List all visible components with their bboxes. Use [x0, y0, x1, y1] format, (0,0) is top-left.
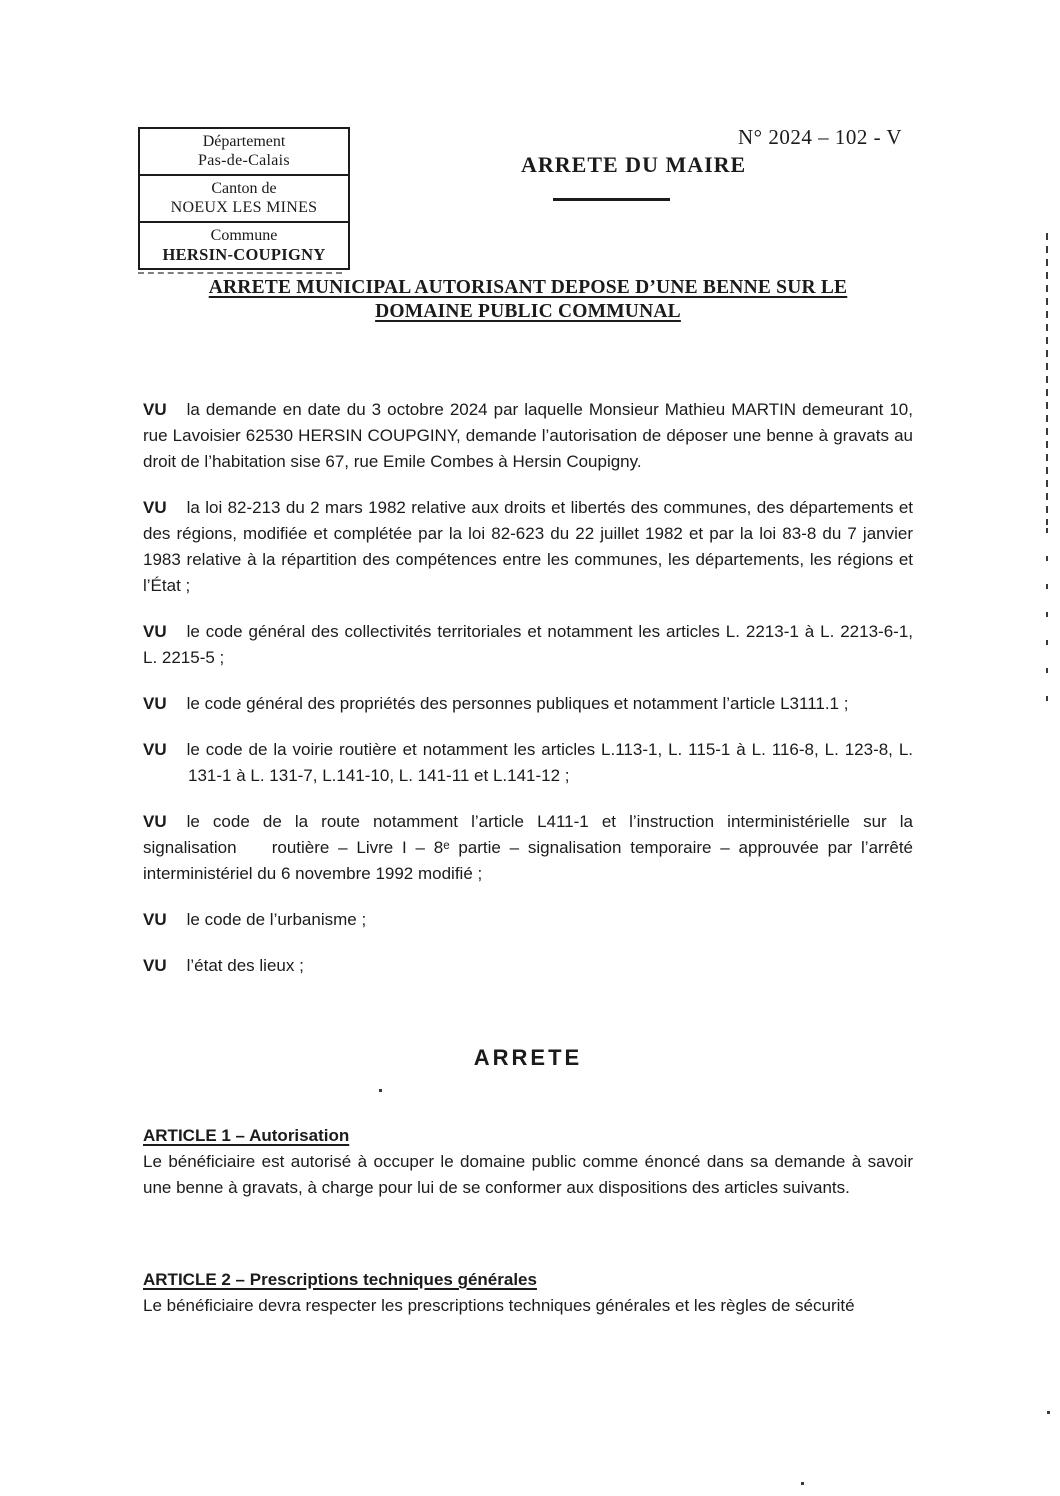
document-title-line-1: ARRETE MUNICIPAL AUTORISANT DEPOSE D’UNE BENNE SUR LE [208, 277, 848, 298]
recitals-block [143, 397, 913, 999]
vu-label: VU [143, 400, 167, 419]
vu-paragraph-voirie-routiere [143, 737, 913, 789]
vu-label: VU [143, 812, 167, 831]
arrete-heading: ARRETE [473, 1045, 583, 1070]
vu-text: la loi 82-213 du 2 mars 1982 relative aux droits et libertés des communes, des départements et des régions, modifiée et complétée par la loi 82-623 du 22 juillet 1982 et par la loi 83-8 du 7 janvier 1983 relative à la répartition des compétences entre les communes, les départements, les régions et l’État ; [143, 498, 913, 595]
canton-label: Canton de [211, 180, 277, 197]
scan-artifact-line [1046, 528, 1048, 713]
document-title [143, 276, 913, 324]
vu-paragraph-urbanisme [143, 907, 913, 933]
vu-text: le code de la route notamment l’article L411-1 et l’instruction interministérielle sur la signalisation routière – Livre I – 8ᵉ partie – signalisation temporaire – approuvée par l’arrêté interministériel du 6 novembre 1992 modifié ; [143, 812, 913, 883]
vu-text: l’état des lieux ; [186, 956, 304, 975]
vu-text: le code général des collectivités territoriales et notamment les articles L. 2213-1 à L. 2213-6-1, L. 2215-5 ; [143, 622, 913, 667]
vu-text: le code de la voirie routière et notamment les articles L.113-1, L. 115-1 à L. 116-8, L. 123-8, L. 131-1 à L. 131-7, L.141-10, L. 141-11 et L.141-12 ; [186, 740, 913, 785]
vu-text: le code général des propriétés des personnes publiques et notamment l’article L3111.1 ; [186, 694, 849, 713]
scan-artifact-line [1046, 233, 1048, 525]
vu-label: VU [143, 910, 167, 929]
article-1-body: Le bénéficiaire est autorisé à occuper le domaine public comme énoncé dans sa demande à savoir une benne à gravats, à charge pour lui de se conformer aux dispositions des articles suivants. [143, 1152, 913, 1197]
vu-label: VU [143, 498, 167, 517]
article-2-body: Le bénéficiaire devra respecter les prescriptions techniques générales et les règles de sécurité [143, 1296, 855, 1315]
vu-text: le code de l’urbanisme ; [186, 910, 367, 929]
vu-label: VU [143, 740, 167, 759]
vu-text: la demande en date du 3 octobre 2024 par laquelle Monsieur Mathieu MARTIN demeurant 10, rue Lavoisier 62530 HERSIN COUPGINY, demande l’autorisation de déposer une benne à gravats au droit de l’habitation sise 67, rue Emile Combes à Hersin Coupigny. [143, 400, 913, 471]
article-2-heading: ARTICLE 2 – Prescriptions techniques générales [143, 1270, 537, 1289]
vu-paragraph-etat-des-lieux [143, 953, 913, 979]
heading-rule [553, 198, 670, 201]
commune-value: HERSIN-COUPIGNY [162, 245, 326, 264]
document-title-line-2: DOMAINE PUBLIC COMMUNAL [375, 301, 681, 322]
vu-paragraph-demande [143, 397, 913, 475]
article-2-section [143, 1267, 913, 1319]
vu-paragraph-code-route [143, 809, 913, 887]
canton-value: NOEUX LES MINES [170, 199, 318, 216]
vu-label: VU [143, 956, 167, 975]
article-1-section [143, 1123, 913, 1201]
vu-paragraph-proprietes-publiques [143, 691, 913, 717]
commune-label: Commune [210, 227, 278, 244]
scan-artifact-dot [1047, 1411, 1050, 1414]
departement-value: Pas-de-Calais [198, 152, 290, 169]
letterhead-box [138, 127, 350, 270]
article-1-heading: ARTICLE 1 – Autorisation [143, 1126, 350, 1145]
vu-paragraph-cgct [143, 619, 913, 671]
document-number: N° 2024 – 102 - V [738, 125, 903, 149]
vu-label: VU [143, 622, 167, 641]
scan-artifact-dot [801, 1482, 804, 1485]
vu-label: VU [143, 694, 167, 713]
vu-paragraph-loi-82-213 [143, 495, 913, 599]
letterhead-row-commune [140, 221, 348, 268]
letterhead-row-canton [140, 174, 348, 221]
departement-label: Département [202, 133, 286, 150]
letterhead-row-departement [140, 129, 348, 174]
scan-artifact-dot [379, 1089, 382, 1092]
document-type-heading: ARRETE DU MAIRE [521, 152, 747, 177]
